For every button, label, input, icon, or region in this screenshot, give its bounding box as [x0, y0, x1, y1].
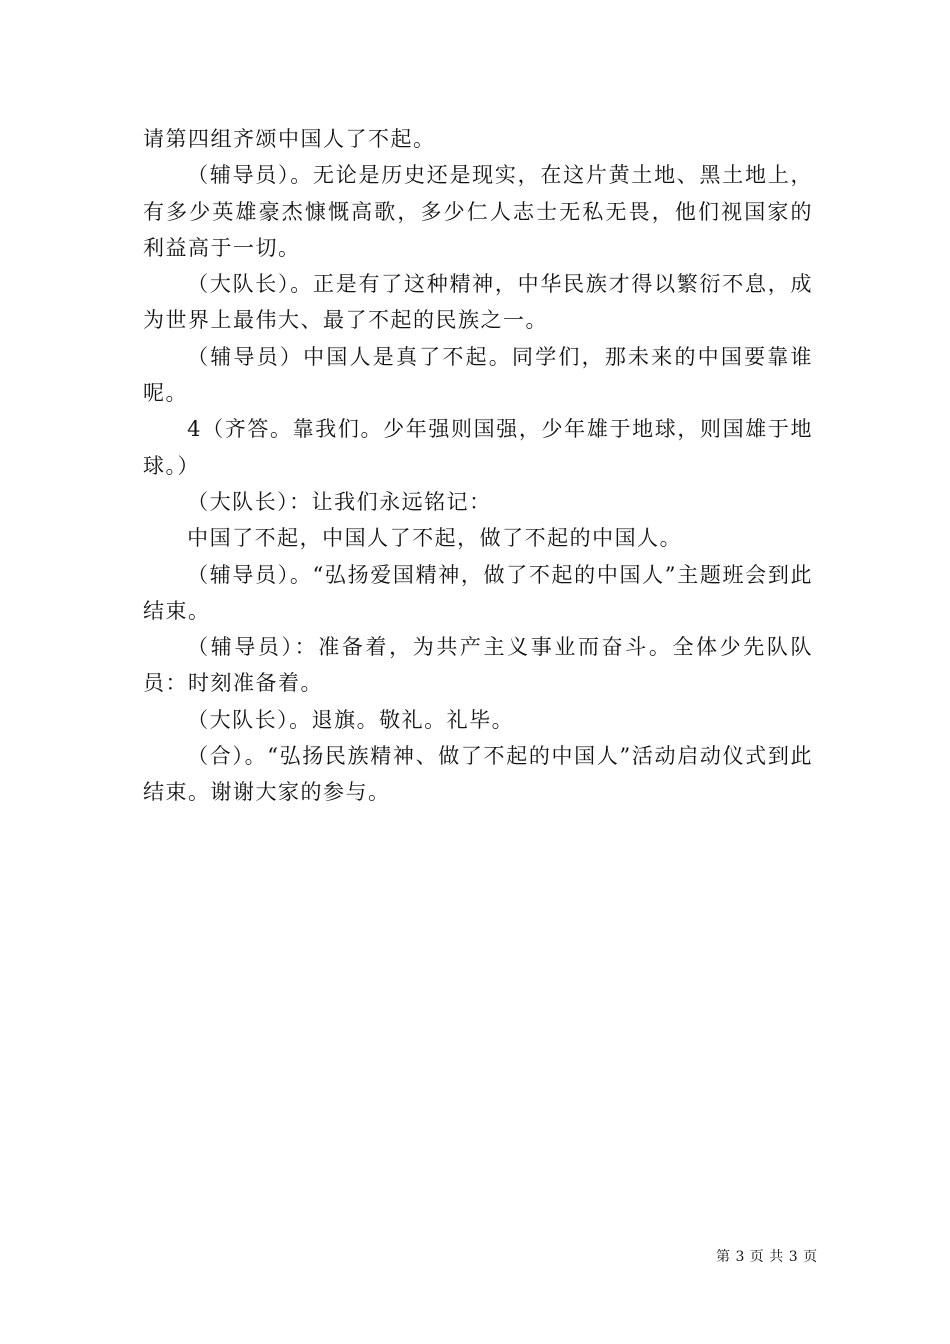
document-body [143, 121, 813, 811]
paragraph-7: 中国了不起，中国人了不起，做了不起的中国人。 [187, 526, 683, 551]
paragraph-1: 请第四组齐颂中国人了不起。 [143, 127, 436, 151]
paragraph-10: （大队长）。退旗。敬礼。礼毕。 [187, 707, 515, 732]
paragraph-6: （大队长）：让我们永远铭记： [187, 489, 492, 514]
paragraph-4: （辅导员）中国人是真了不起。同学们，那未来的中国要靠谁呢。 [143, 344, 813, 406]
paragraph-11: （合）。“弘扬民族精神、做了不起的中国人”活动启动仪式到此结束。谢谢大家的参与。 [143, 744, 813, 805]
paragraph-8: （辅导员）。“弘扬爱国精神，做了不起的中国人”主题班会到此结束。 [143, 562, 813, 623]
paragraph-2: （辅导员）。无论是历史还是现实，在这片黄土地、黑土地上，有多少英雄豪杰慷慨高歌，多少仁人志士无私无畏，他们视国家的利益高于一切。 [143, 163, 813, 260]
paragraph-9: （辅导员）：准备着，为共产主义事业而奋斗。全体少先队队员：时刻准备着。 [143, 635, 813, 696]
paragraph-3: （大队长）。正是有了这种精神，中华民族才得以繁衍不息，成为世界上最伟大、最了不起的民族之一。 [143, 272, 813, 333]
page-number-footer: 第 3 页 共 3 页 [716, 1249, 818, 1265]
paragraph-5: 4（齐答。靠我们。少年强则国强，少年雄于地球，则国雄于地球。） [143, 417, 813, 478]
